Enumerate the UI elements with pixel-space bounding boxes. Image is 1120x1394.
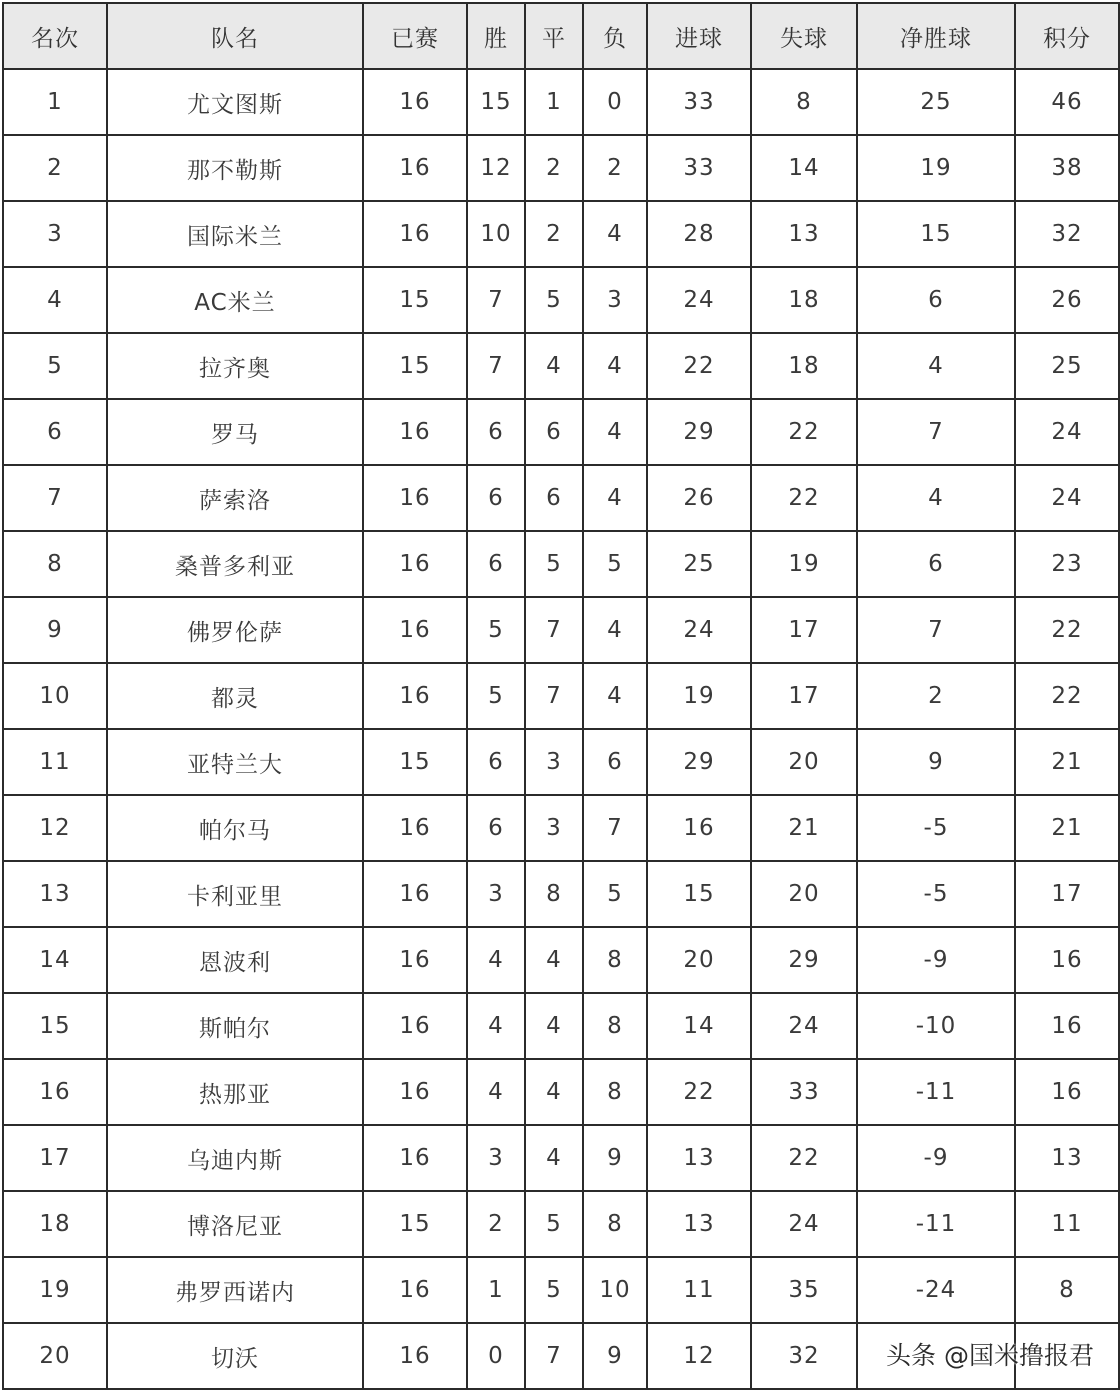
cell-wins: 6 xyxy=(467,399,525,465)
cell-losses: 5 xyxy=(583,861,647,927)
cell-played: 16 xyxy=(363,795,467,861)
cell-points: 24 xyxy=(1015,399,1119,465)
cell-draws: 5 xyxy=(525,1257,583,1323)
cell-points: 46 xyxy=(1015,69,1119,135)
table-row xyxy=(3,1257,1119,1323)
cell-team-name: 尤文图斯 xyxy=(107,69,363,135)
cell-goal-difference: 2 xyxy=(857,663,1015,729)
header-goals-for: 进球 xyxy=(647,3,751,69)
header-points: 积分 xyxy=(1015,3,1119,69)
cell-rank: 9 xyxy=(3,597,107,663)
cell-losses: 4 xyxy=(583,399,647,465)
cell-points: 23 xyxy=(1015,531,1119,597)
header-wins: 胜 xyxy=(467,3,525,69)
cell-wins: 2 xyxy=(467,1191,525,1257)
cell-points: 21 xyxy=(1015,795,1119,861)
cell-goals-for: 24 xyxy=(647,267,751,333)
table-row xyxy=(3,729,1119,795)
cell-team-name: 佛罗伦萨 xyxy=(107,597,363,663)
cell-draws: 5 xyxy=(525,1191,583,1257)
cell-draws: 2 xyxy=(525,201,583,267)
cell-goals-for: 33 xyxy=(647,135,751,201)
cell-goals-for: 12 xyxy=(647,1323,751,1389)
table-row xyxy=(3,69,1119,135)
cell-goal-difference: -5 xyxy=(857,861,1015,927)
cell-goals-against: 13 xyxy=(751,201,857,267)
cell-losses: 3 xyxy=(583,267,647,333)
cell-points: 32 xyxy=(1015,201,1119,267)
cell-goals-against: 32 xyxy=(751,1323,857,1389)
standings-table xyxy=(2,2,1120,1390)
cell-played: 15 xyxy=(363,1191,467,1257)
cell-wins: 0 xyxy=(467,1323,525,1389)
cell-losses: 9 xyxy=(583,1125,647,1191)
cell-played: 16 xyxy=(363,663,467,729)
cell-wins: 7 xyxy=(467,333,525,399)
cell-goal-difference: 19 xyxy=(857,135,1015,201)
table-row xyxy=(3,333,1119,399)
cell-team-name: 拉齐奥 xyxy=(107,333,363,399)
cell-wins: 15 xyxy=(467,69,525,135)
cell-rank: 10 xyxy=(3,663,107,729)
cell-wins: 6 xyxy=(467,795,525,861)
cell-wins: 5 xyxy=(467,597,525,663)
cell-rank: 12 xyxy=(3,795,107,861)
cell-losses: 4 xyxy=(583,465,647,531)
table-row xyxy=(3,927,1119,993)
cell-goal-difference: 7 xyxy=(857,597,1015,663)
cell-rank: 16 xyxy=(3,1059,107,1125)
cell-losses: 4 xyxy=(583,201,647,267)
cell-rank: 1 xyxy=(3,69,107,135)
cell-draws: 3 xyxy=(525,795,583,861)
cell-draws: 7 xyxy=(525,597,583,663)
cell-points: 11 xyxy=(1015,1191,1119,1257)
cell-wins: 10 xyxy=(467,201,525,267)
cell-played: 15 xyxy=(363,267,467,333)
header-row xyxy=(3,3,1119,69)
cell-draws: 4 xyxy=(525,1125,583,1191)
cell-goals-for: 20 xyxy=(647,927,751,993)
header-goals-against: 失球 xyxy=(751,3,857,69)
cell-rank: 4 xyxy=(3,267,107,333)
cell-goals-for: 26 xyxy=(647,465,751,531)
cell-points: 21 xyxy=(1015,729,1119,795)
cell-points: 17 xyxy=(1015,861,1119,927)
table-row xyxy=(3,861,1119,927)
table-row xyxy=(3,795,1119,861)
table-body xyxy=(3,69,1119,1389)
cell-rank: 15 xyxy=(3,993,107,1059)
cell-played: 16 xyxy=(363,399,467,465)
cell-losses: 4 xyxy=(583,597,647,663)
cell-team-name: 桑普多利亚 xyxy=(107,531,363,597)
cell-wins: 3 xyxy=(467,1125,525,1191)
cell-goals-for: 16 xyxy=(647,795,751,861)
cell-goal-difference: -10 xyxy=(857,993,1015,1059)
cell-goals-for: 33 xyxy=(647,69,751,135)
cell-played: 15 xyxy=(363,729,467,795)
cell-played: 16 xyxy=(363,993,467,1059)
cell-losses: 8 xyxy=(583,1191,647,1257)
cell-points: 22 xyxy=(1015,663,1119,729)
header-goal-difference: 净胜球 xyxy=(857,3,1015,69)
cell-goals-against: 18 xyxy=(751,333,857,399)
table-row xyxy=(3,1059,1119,1125)
cell-goal-difference: -24 xyxy=(857,1257,1015,1323)
table-row xyxy=(3,993,1119,1059)
cell-points: 22 xyxy=(1015,597,1119,663)
cell-team-name: 热那亚 xyxy=(107,1059,363,1125)
cell-goal-difference: -9 xyxy=(857,1125,1015,1191)
cell-points: 26 xyxy=(1015,267,1119,333)
table-row xyxy=(3,135,1119,201)
cell-played: 16 xyxy=(363,69,467,135)
cell-draws: 6 xyxy=(525,465,583,531)
cell-rank: 5 xyxy=(3,333,107,399)
header-losses: 负 xyxy=(583,3,647,69)
cell-rank: 6 xyxy=(3,399,107,465)
cell-wins: 3 xyxy=(467,861,525,927)
cell-team-name: 博洛尼亚 xyxy=(107,1191,363,1257)
cell-rank: 17 xyxy=(3,1125,107,1191)
cell-draws: 8 xyxy=(525,861,583,927)
cell-goal-difference: 6 xyxy=(857,267,1015,333)
cell-team-name: 斯帕尔 xyxy=(107,993,363,1059)
cell-team-name: 国际米兰 xyxy=(107,201,363,267)
cell-team-name: AC米兰 xyxy=(107,267,363,333)
cell-goals-against: 29 xyxy=(751,927,857,993)
cell-played: 16 xyxy=(363,465,467,531)
cell-played: 16 xyxy=(363,201,467,267)
cell-team-name: 乌迪内斯 xyxy=(107,1125,363,1191)
cell-team-name: 帕尔马 xyxy=(107,795,363,861)
cell-rank: 11 xyxy=(3,729,107,795)
table-row xyxy=(3,465,1119,531)
cell-losses: 6 xyxy=(583,729,647,795)
cell-losses: 8 xyxy=(583,927,647,993)
cell-goals-for: 28 xyxy=(647,201,751,267)
cell-goals-against: 22 xyxy=(751,465,857,531)
header-draws: 平 xyxy=(525,3,583,69)
cell-team-name: 萨索洛 xyxy=(107,465,363,531)
cell-goal-difference: -11 xyxy=(857,1191,1015,1257)
table-header xyxy=(3,3,1119,69)
cell-team-name: 罗马 xyxy=(107,399,363,465)
cell-wins: 7 xyxy=(467,267,525,333)
cell-wins: 4 xyxy=(467,993,525,1059)
cell-goals-against: 35 xyxy=(751,1257,857,1323)
table-row xyxy=(3,399,1119,465)
cell-goals-for: 19 xyxy=(647,663,751,729)
cell-draws: 4 xyxy=(525,333,583,399)
cell-team-name: 恩波利 xyxy=(107,927,363,993)
cell-draws: 7 xyxy=(525,663,583,729)
cell-played: 16 xyxy=(363,1323,467,1389)
cell-goals-against: 14 xyxy=(751,135,857,201)
cell-played: 16 xyxy=(363,1059,467,1125)
cell-goals-against: 20 xyxy=(751,861,857,927)
cell-draws: 4 xyxy=(525,927,583,993)
cell-goals-for: 11 xyxy=(647,1257,751,1323)
cell-played: 16 xyxy=(363,1125,467,1191)
cell-points: 24 xyxy=(1015,465,1119,531)
cell-draws: 3 xyxy=(525,729,583,795)
cell-draws: 2 xyxy=(525,135,583,201)
cell-goal-difference: -11 xyxy=(857,1059,1015,1125)
cell-points: 16 xyxy=(1015,993,1119,1059)
cell-goal-difference: 4 xyxy=(857,465,1015,531)
cell-played: 16 xyxy=(363,597,467,663)
cell-goals-against: 17 xyxy=(751,663,857,729)
cell-goals-for: 13 xyxy=(647,1125,751,1191)
table-row xyxy=(3,1191,1119,1257)
cell-draws: 1 xyxy=(525,69,583,135)
cell-goals-against: 20 xyxy=(751,729,857,795)
cell-draws: 7 xyxy=(525,1323,583,1389)
cell-goal-difference: -5 xyxy=(857,795,1015,861)
cell-goals-against: 21 xyxy=(751,795,857,861)
cell-played: 16 xyxy=(363,861,467,927)
cell-team-name: 亚特兰大 xyxy=(107,729,363,795)
cell-losses: 2 xyxy=(583,135,647,201)
cell-losses: 7 xyxy=(583,795,647,861)
cell-rank: 19 xyxy=(3,1257,107,1323)
table-row xyxy=(3,597,1119,663)
cell-goals-for: 29 xyxy=(647,399,751,465)
cell-losses: 8 xyxy=(583,1059,647,1125)
cell-goals-for: 24 xyxy=(647,597,751,663)
cell-points: 16 xyxy=(1015,927,1119,993)
cell-team-name: 弗罗西诺内 xyxy=(107,1257,363,1323)
cell-goals-for: 22 xyxy=(647,1059,751,1125)
cell-goal-difference: 6 xyxy=(857,531,1015,597)
cell-goals-for: 25 xyxy=(647,531,751,597)
cell-rank: 7 xyxy=(3,465,107,531)
cell-points: 25 xyxy=(1015,333,1119,399)
cell-rank: 2 xyxy=(3,135,107,201)
cell-rank: 14 xyxy=(3,927,107,993)
cell-losses: 0 xyxy=(583,69,647,135)
watermark: 头条 @国米撸报君 xyxy=(886,1341,1094,1370)
cell-losses: 5 xyxy=(583,531,647,597)
cell-rank: 13 xyxy=(3,861,107,927)
cell-draws: 5 xyxy=(525,531,583,597)
cell-played: 16 xyxy=(363,531,467,597)
cell-losses: 8 xyxy=(583,993,647,1059)
table-row xyxy=(3,663,1119,729)
cell-goals-for: 14 xyxy=(647,993,751,1059)
cell-rank: 8 xyxy=(3,531,107,597)
cell-points: 13 xyxy=(1015,1125,1119,1191)
cell-draws: 6 xyxy=(525,399,583,465)
cell-goals-against: 22 xyxy=(751,399,857,465)
cell-points: 38 xyxy=(1015,135,1119,201)
cell-losses: 9 xyxy=(583,1323,647,1389)
cell-goals-against: 24 xyxy=(751,1191,857,1257)
cell-played: 16 xyxy=(363,927,467,993)
cell-losses: 4 xyxy=(583,663,647,729)
header-team: 队名 xyxy=(107,3,363,69)
cell-goals-for: 15 xyxy=(647,861,751,927)
table-row xyxy=(3,1125,1119,1191)
cell-rank: 20 xyxy=(3,1323,107,1389)
cell-played: 16 xyxy=(363,135,467,201)
cell-team-name: 卡利亚里 xyxy=(107,861,363,927)
cell-losses: 4 xyxy=(583,333,647,399)
cell-points: 8 xyxy=(1015,1257,1119,1323)
cell-goal-difference: 7 xyxy=(857,399,1015,465)
cell-draws: 4 xyxy=(525,1059,583,1125)
cell-goal-difference: 25 xyxy=(857,69,1015,135)
cell-goal-difference: -9 xyxy=(857,927,1015,993)
cell-played: 16 xyxy=(363,1257,467,1323)
cell-goals-against: 19 xyxy=(751,531,857,597)
cell-goals-against: 24 xyxy=(751,993,857,1059)
cell-wins: 4 xyxy=(467,927,525,993)
cell-goals-against: 8 xyxy=(751,69,857,135)
table-row xyxy=(3,267,1119,333)
cell-points: 16 xyxy=(1015,1059,1119,1125)
header-played: 已赛 xyxy=(363,3,467,69)
cell-wins: 6 xyxy=(467,531,525,597)
cell-goal-difference: 9 xyxy=(857,729,1015,795)
cell-goals-for: 29 xyxy=(647,729,751,795)
cell-rank: 3 xyxy=(3,201,107,267)
cell-goals-against: 17 xyxy=(751,597,857,663)
cell-wins: 12 xyxy=(467,135,525,201)
cell-goals-for: 22 xyxy=(647,333,751,399)
cell-team-name: 那不勒斯 xyxy=(107,135,363,201)
cell-goal-difference: 15 xyxy=(857,201,1015,267)
cell-draws: 4 xyxy=(525,993,583,1059)
cell-losses: 10 xyxy=(583,1257,647,1323)
cell-wins: 4 xyxy=(467,1059,525,1125)
cell-wins: 1 xyxy=(467,1257,525,1323)
cell-team-name: 都灵 xyxy=(107,663,363,729)
cell-played: 15 xyxy=(363,333,467,399)
header-rank: 名次 xyxy=(3,3,107,69)
cell-wins: 6 xyxy=(467,465,525,531)
cell-draws: 5 xyxy=(525,267,583,333)
cell-goals-against: 22 xyxy=(751,1125,857,1191)
cell-goals-against: 33 xyxy=(751,1059,857,1125)
cell-rank: 18 xyxy=(3,1191,107,1257)
table-row xyxy=(3,201,1119,267)
cell-wins: 5 xyxy=(467,663,525,729)
cell-goal-difference: 4 xyxy=(857,333,1015,399)
table-row xyxy=(3,531,1119,597)
cell-goals-for: 13 xyxy=(647,1191,751,1257)
cell-team-name: 切沃 xyxy=(107,1323,363,1389)
cell-goals-against: 18 xyxy=(751,267,857,333)
cell-wins: 6 xyxy=(467,729,525,795)
